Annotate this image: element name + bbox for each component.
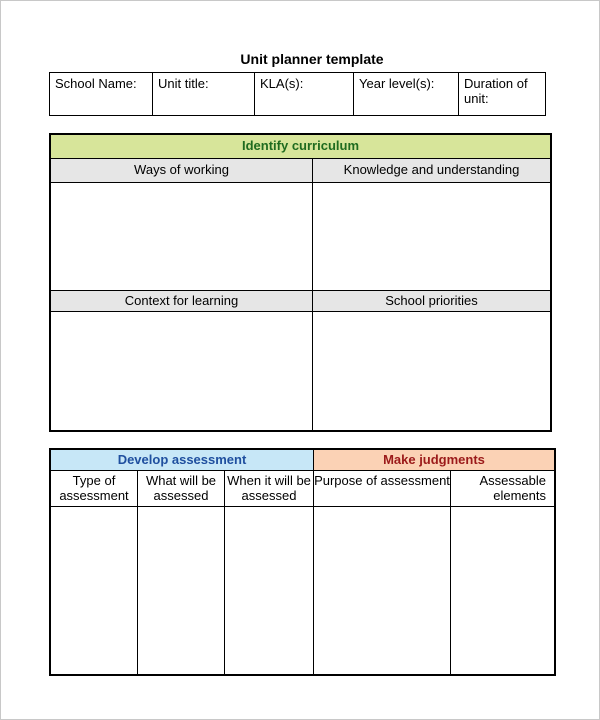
unit-title-field[interactable]: Unit title: [153, 73, 255, 115]
purpose-cell[interactable] [314, 507, 451, 674]
priorities-cell[interactable] [313, 312, 550, 430]
curriculum-table [49, 133, 552, 432]
ways-of-working-cell[interactable] [51, 183, 313, 290]
when-assessed-label: When it will be assessed [227, 473, 311, 503]
when-assessed-cell[interactable] [225, 507, 313, 674]
what-assessed-cell[interactable] [138, 507, 225, 674]
knowledge-cell[interactable] [313, 183, 550, 290]
purpose-label: Purpose of assessment [314, 471, 451, 506]
page-title: Unit planner template [240, 51, 384, 67]
school-name-field[interactable]: School Name: [50, 73, 153, 115]
curriculum-header: Identify curriculum [51, 135, 550, 159]
year-level-field[interactable]: Year level(s): [354, 73, 459, 115]
make-judgments-header: Make judgments [314, 450, 554, 471]
context-label: Context for learning [51, 291, 313, 312]
develop-assessment-header: Develop assessment [51, 450, 313, 471]
context-cell[interactable] [51, 312, 313, 430]
type-of-assessment-label: Type of assessment [51, 471, 138, 506]
kla-field[interactable]: KLA(s): [255, 73, 354, 115]
assessment-table [49, 448, 556, 676]
ways-of-working-label: Ways of working [51, 159, 313, 183]
develop-assessment-section [51, 450, 314, 674]
duration-field[interactable]: Duration of unit: [464, 76, 528, 106]
priorities-label: School priorities [313, 291, 550, 312]
type-of-assessment-cell[interactable] [51, 507, 138, 674]
assessable-elements-label: Assessable elements [479, 473, 546, 503]
unit-info-table [49, 72, 546, 116]
assessable-elements-cell[interactable] [451, 507, 554, 674]
what-assessed-label: What will be assessed [138, 471, 225, 506]
make-judgments-section [314, 450, 554, 674]
knowledge-label: Knowledge and understanding [313, 159, 550, 183]
